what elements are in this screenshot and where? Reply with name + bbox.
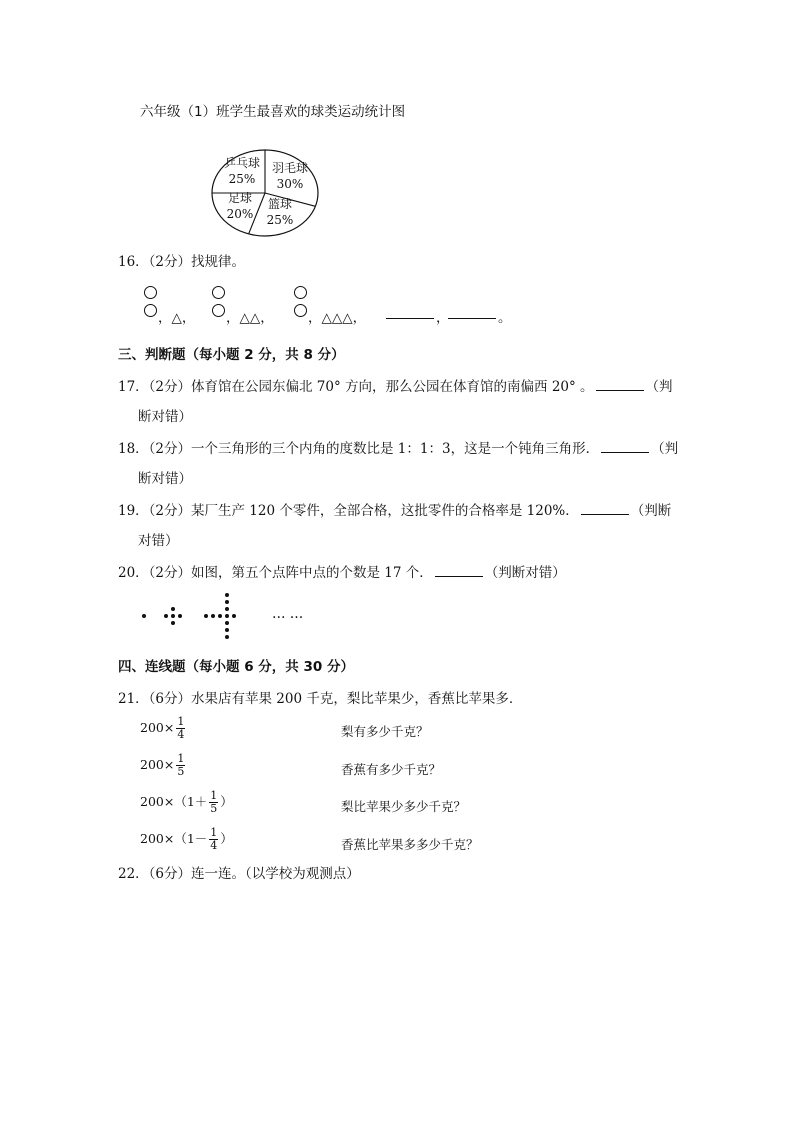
q21-right-1[interactable]: 梨有多少千克？ (341, 724, 429, 739)
answer-blank[interactable] (386, 306, 434, 319)
answer-blank[interactable] (448, 306, 496, 319)
chart-title: 六年级（1）班学生最喜欢的球类运动统计图 (140, 104, 406, 120)
q21-right-4[interactable]: 香蕉比苹果多多少千克？ (341, 837, 479, 852)
section-3-title: 三、判断题（每小题 2 分，共 8 分） (118, 347, 345, 363)
q19-line2: 对错） (138, 533, 179, 549)
circle-icon (144, 286, 157, 299)
answer-blank[interactable] (601, 440, 649, 453)
circle-icon (212, 304, 225, 317)
q21-left-3[interactable]: 200×（1＋ $\frac{1}{5}$ ） (140, 789, 233, 815)
q18: 18．（2分）一个三角形的三个内角的度数比是 1：1：3，这是一个钝角三角形． （判 (118, 441, 679, 457)
circle-icon (144, 304, 157, 317)
q20: 20．（2分）如图，第五个点阵中点的个数是 17 个． （判断对错） (118, 565, 566, 581)
pie-label-football: 足球 20% (226, 191, 254, 221)
circle-icon (294, 304, 307, 317)
q21-left-4[interactable]: 200×（1－ $\frac{1}{4}$ ） (140, 826, 233, 852)
q19: 19．（2分）某厂生产 120 个零件，全部合格，这批零件的合格率是 120%． （判断 (118, 503, 672, 519)
dot-pattern (136, 590, 276, 640)
q16-pattern: ，△， ，△△， ，△△△， ， 。 (140, 284, 520, 324)
pie-label-badminton: 羽毛球 30% (271, 161, 308, 191)
q17: 17．（2分）体育馆在公园东偏北 70° 方向，那么公园在体育馆的南偏西 20° 。 （判 (118, 379, 673, 395)
q21-head: 21．（6分）水果店有苹果 200 千克，梨比苹果少，香蕉比苹果多． (118, 691, 523, 707)
q17-line2: 断对错） (138, 409, 192, 425)
section-4-title: 四、连线题（每小题 6 分，共 30 分） (118, 659, 354, 675)
circle-icon (212, 286, 225, 299)
q22-head: 22．（6分）连一连。（以学校为观测点） (118, 866, 360, 882)
answer-blank[interactable] (581, 502, 629, 515)
pie-label-pingpang: 乒乓球 25% (223, 156, 260, 186)
q21-right-3[interactable]: 梨比苹果少多少千克？ (341, 799, 467, 814)
q21-right-2[interactable]: 香蕉有多少千克？ (341, 762, 442, 777)
answer-blank[interactable] (435, 564, 483, 577)
answer-blank[interactable] (596, 378, 644, 391)
circle-icon (294, 286, 307, 299)
q21-left-2[interactable]: 200× $\frac{1}{5}$ (140, 752, 185, 778)
q18-line2: 断对错） (138, 471, 192, 487)
q20-ellipsis: … … (272, 606, 304, 622)
q16-head: 16．（2分）找规律。 (118, 254, 246, 270)
pie-label-basketball: 篮球 25% (266, 197, 294, 227)
q21-left-1[interactable]: 200× $\frac{1}{4}$ (140, 715, 185, 741)
